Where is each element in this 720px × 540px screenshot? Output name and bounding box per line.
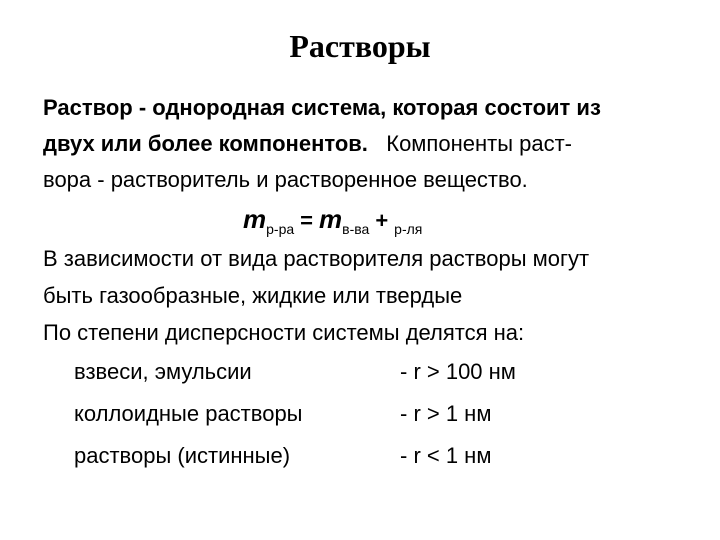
solvent-text-line-1: В зависимости от вида растворителя растворы могут	[43, 246, 590, 271]
definition-line-2-normal: Компоненты раст-	[367, 131, 572, 156]
solvent-text-line-2: быть газообразные, жидкие или твердые	[43, 283, 463, 308]
definition-line-3: вора - растворитель и растворенное вещество.	[43, 167, 528, 192]
dispersion-list-item	[43, 435, 693, 477]
dispersion-list-item	[43, 393, 693, 435]
definition-line-1: Раствор - однородная система, которая состоит из	[43, 95, 601, 120]
formula-subscript-solution: р-ра	[266, 221, 295, 237]
mass-formula	[43, 198, 693, 240]
slide-title: Растворы	[289, 28, 431, 64]
dispersion-item-size: - r > 100 нм	[400, 359, 516, 384]
dispersion-item-name: взвеси, эмульсии	[74, 359, 252, 384]
dispersion-item-size: - r > 1 нм	[400, 401, 492, 426]
definition-line-2	[43, 126, 693, 162]
slide-content	[43, 90, 693, 477]
formula-plus: +	[375, 208, 389, 233]
dispersion-list-item	[43, 351, 693, 393]
formula-subscript-solute: в-ва	[342, 221, 370, 237]
formula-mass-symbol-2: m	[319, 204, 343, 234]
formula-equals: =	[300, 208, 314, 233]
dispersion-item-size: - r < 1 нм	[400, 443, 492, 468]
dispersion-heading: По степени дисперсности системы делятся на:	[43, 320, 525, 345]
dispersion-item-name: растворы (истинные)	[74, 443, 291, 468]
formula-mass-symbol-1: m	[243, 204, 267, 234]
formula-subscript-solvent: р-ля	[394, 221, 423, 237]
dispersion-item-name: коллоидные растворы	[74, 401, 303, 426]
definition-line-2-bold: двух или более компонентов.	[43, 131, 368, 156]
